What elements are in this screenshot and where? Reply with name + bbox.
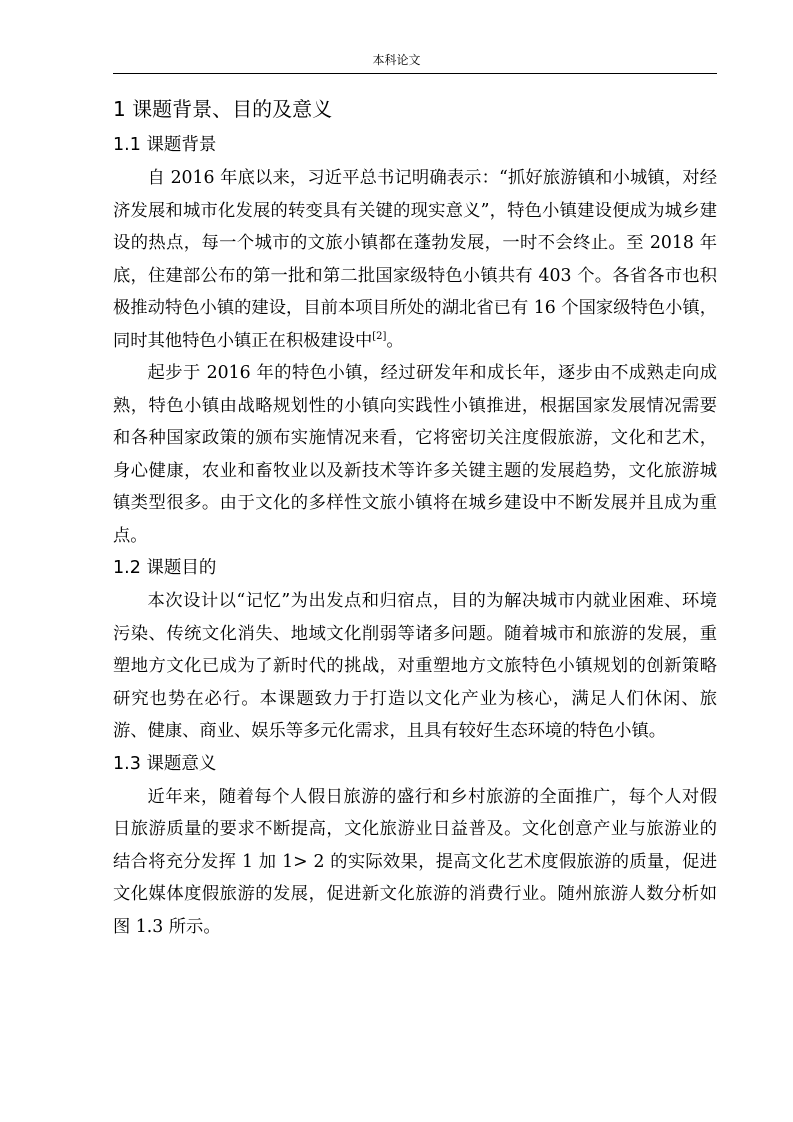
chapter-heading: 1 课题背景、目的及意义 [113,97,333,121]
section-heading-purpose: 1.2 课题目的 [113,558,217,578]
running-header: 本科论文 [372,53,421,67]
paragraph-text: 自 2016 年底以来，习近平总书记明确表示：“抓好旅游镇和小城镇，对经济发展和城市化发展的转变具有关键的现实意义”，特色小镇建设便成为城乡建设的热点，每一个城市的文旅小镇都在蓬勃发展，一时不会终止。至 2018 年底，住建部公布的第一批和第二批国家级特色小镇共有 403 个。各省各市也积极推动特色小镇的建设，目前本项目所处的湖北省已有 16 个国家级特色小镇，同时其他特色小镇正在积极建设中 [113,168,717,351]
body-paragraph: 起步于 2016 年的特色小镇，经过研发年和成长年，逐步由不成熟走向成熟，特色小镇由战略规划性的小镇向实践性小镇推进，根据国家发展情况需要和各种国家政策的颁布实施情况来看，它将密切关注度假旅游，文化和艺术，身心健康，农业和畜牧业以及新技术等许多关键主题的发展趋势，文化旅游城镇类型很多。由于文化的多样性文旅小镇将在城乡建设中不断发展并且成为重点。 [113,363,717,546]
section-heading-background: 1.1 课题背景 [113,135,217,155]
body-paragraph: 本次设计以“记忆”为出发点和归宿点，目的为解决城市内就业困难、环境污染、传统文化消失、地域文化削弱等诸多问题。随着城市和旅游的发展，重塑地方文化已成为了新时代的挑战，对重塑地方文旅特色小镇规划的创新策略研究也势在必行。本课题致力于打造以文化产业为核心，满足人们休闲、旅游、健康、商业、娱乐等多元化需求，且具有较好生态环境的特色小镇。 [113,591,717,741]
paragraph-tail: 。 [386,330,404,351]
body-paragraph: 近年来，随着每个人假日旅游的盛行和乡村旅游的全面推广，每个人对假日旅游质量的要求不断提高，文化旅游业日益普及。文化创意产业与旅游业的结合将充分发挥 1 加 1> 2 的实际效果，提高文化艺术度假旅游的质量，促进文化媒体度假旅游的发展，促进新文化旅游的消费行业。随州旅游人数分析如图 1.3 所示。 [113,786,717,937]
document-body [113,92,717,943]
header-divider [113,73,717,74]
citation-ref: [2] [372,330,387,342]
section-heading-significance: 1.3 课题意义 [113,753,217,774]
body-paragraph [113,162,717,357]
